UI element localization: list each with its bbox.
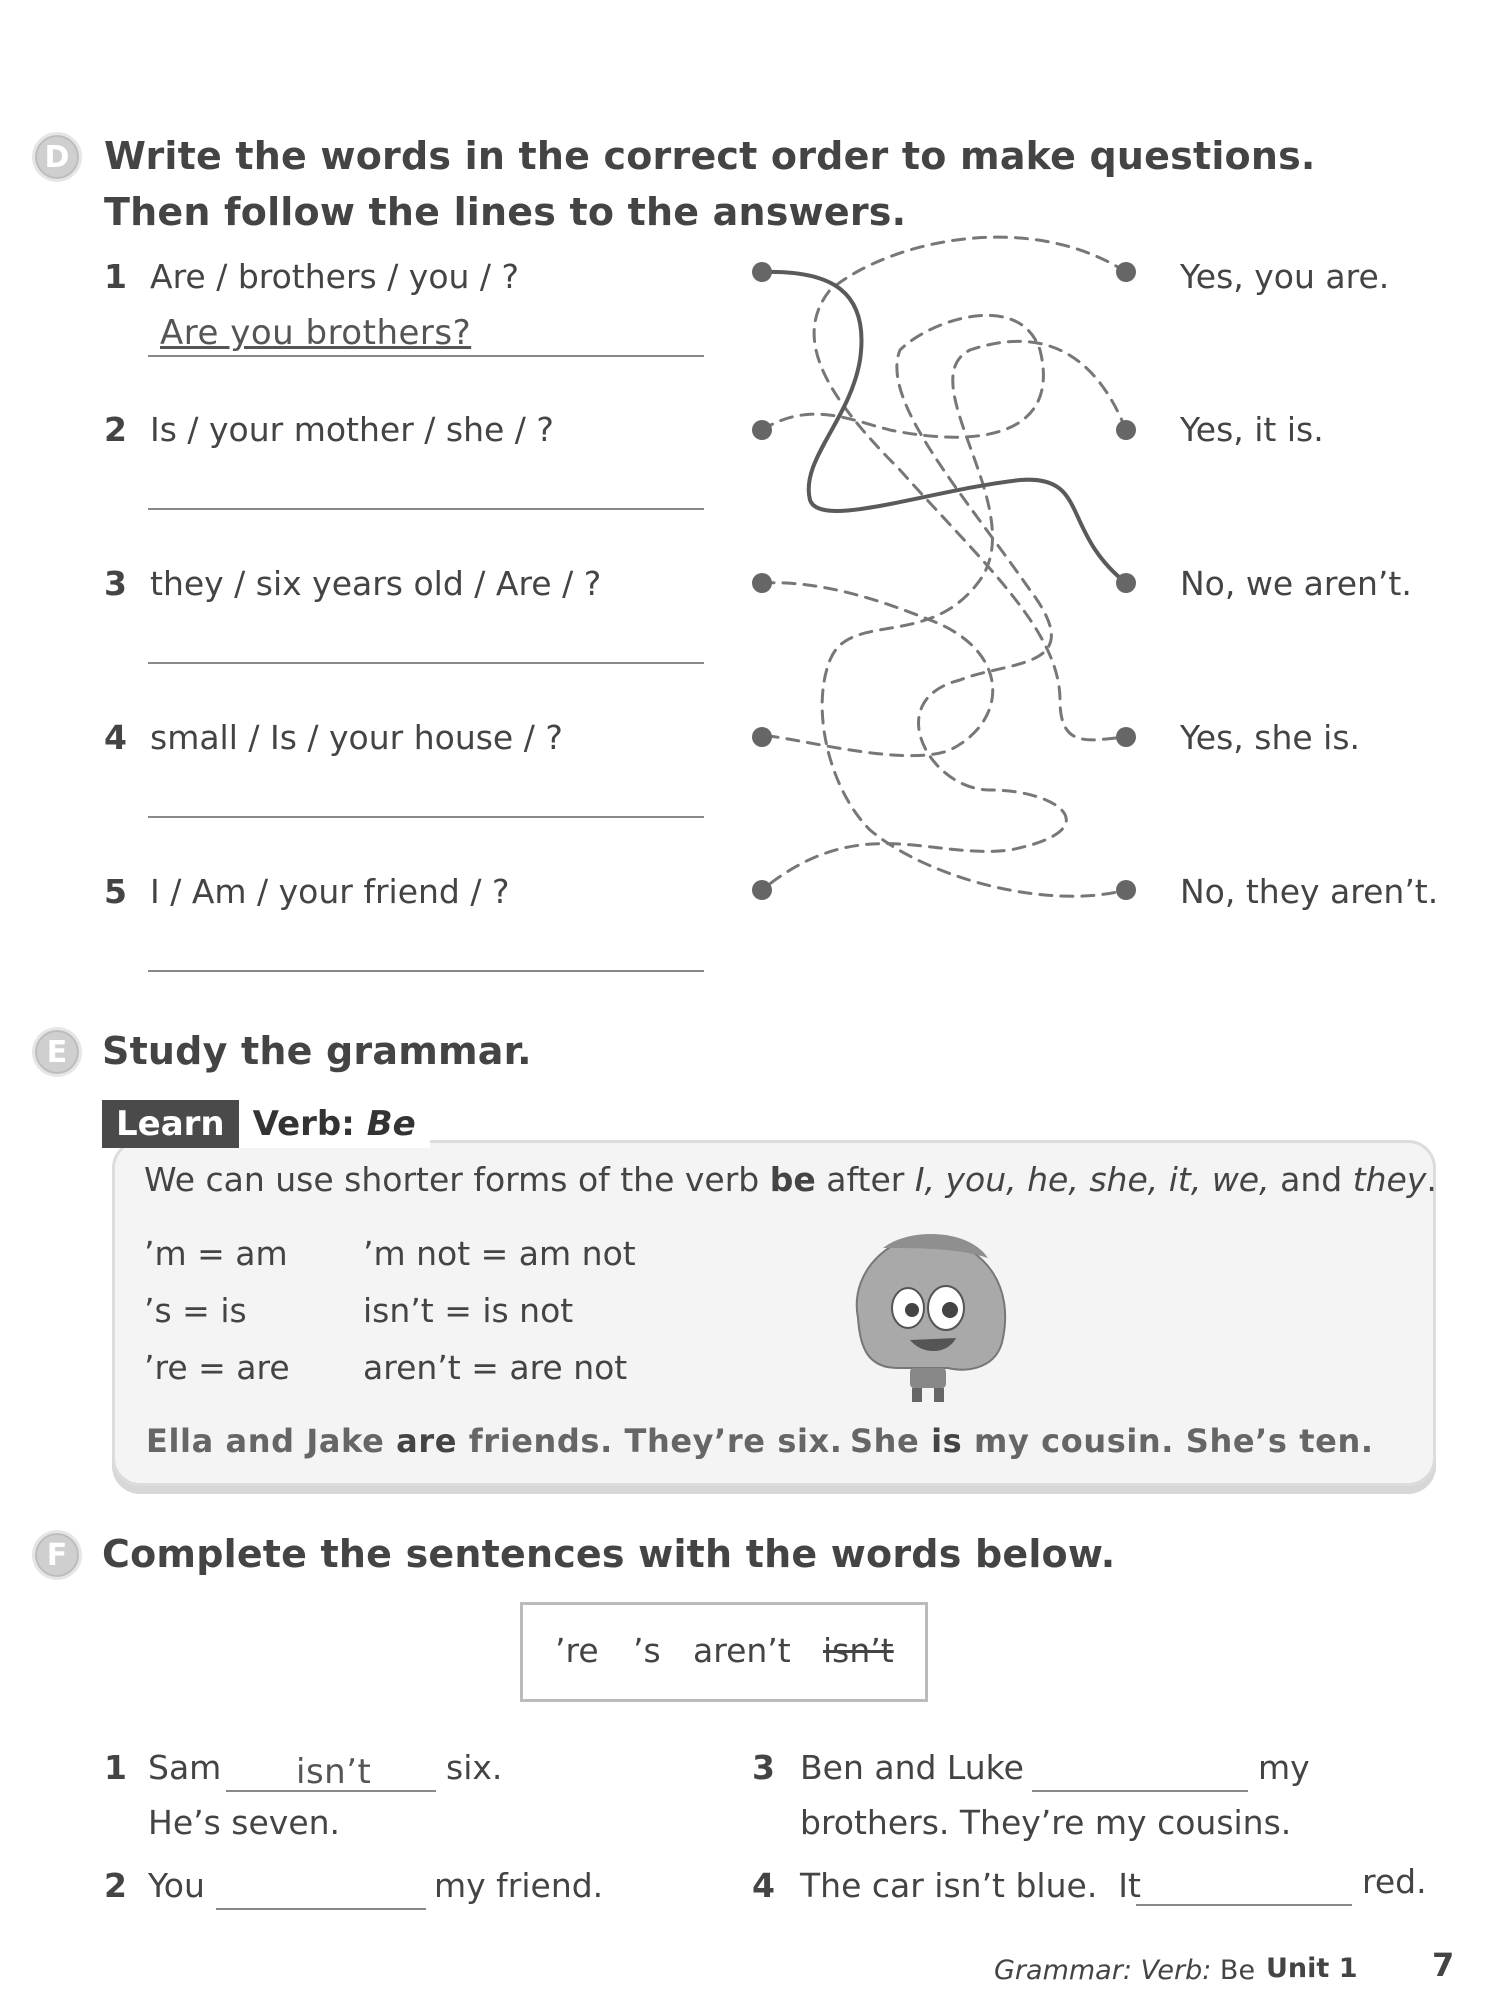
fill-blank[interactable]: [1136, 1860, 1352, 1906]
word-bank-item-crossed: isn’t: [823, 1631, 894, 1670]
grammar-example: She is my cousin. She’s ten.: [850, 1422, 1374, 1460]
word-bank-item: aren’t: [693, 1631, 791, 1670]
answer-option: Yes, you are.: [1180, 257, 1390, 296]
maze-dot-right: [1116, 880, 1136, 900]
answer-line[interactable]: [148, 612, 704, 664]
maze-dot-left: [752, 727, 772, 747]
maze-path-dashed: [762, 583, 993, 756]
maze-dot-left: [752, 573, 772, 593]
answer-option: No, they aren’t.: [1180, 872, 1439, 911]
question-number: 4: [104, 718, 127, 757]
answer-option: No, we aren’t.: [1180, 564, 1412, 603]
answer-line[interactable]: [148, 766, 704, 818]
answer-line[interactable]: [148, 920, 704, 972]
maze-dot-left: [752, 262, 772, 282]
question-words: they / six years old / Are / ?: [150, 564, 602, 603]
maze-dot-right: [1116, 727, 1136, 747]
answer-handwritten: Are you brothers?: [160, 313, 472, 353]
fill-blank-answer: isn’t: [296, 1752, 372, 1792]
answer-option: Yes, it is.: [1180, 410, 1324, 449]
grammar-intro: We can use shorter forms of the verb be after I, you, he, she, it, we, and they.: [144, 1160, 1437, 1199]
matching-maze: [730, 230, 1150, 930]
question-words: Is / your mother / she / ?: [150, 410, 554, 449]
question-words: small / Is / your house / ?: [150, 718, 563, 757]
question-number: 3: [104, 564, 127, 603]
answer-option: Yes, she is.: [1180, 718, 1361, 757]
sentence-text: You: [148, 1866, 205, 1905]
fill-blank[interactable]: [226, 1746, 436, 1792]
word-bank-item: ’s: [633, 1631, 661, 1670]
learn-title: Verb: Be: [252, 1104, 416, 1144]
sentence-number: 2: [104, 1866, 127, 1905]
grammar-example: Ella and Jake are friends. They’re six.: [146, 1422, 843, 1460]
sentence-text: Sam: [148, 1748, 222, 1787]
word-bank-item: ’re: [555, 1631, 599, 1670]
section-f-title: Complete the sentences with the words below.: [102, 1532, 1116, 1576]
section-d-title-line2: Then follow the lines to the answers.: [104, 190, 907, 234]
section-d-title-line1: Write the words in the correct order to make questions.: [104, 134, 1316, 178]
fill-blank[interactable]: [216, 1864, 426, 1910]
maze-dot-right: [1116, 262, 1136, 282]
section-f-badge: F: [32, 1530, 82, 1580]
sentence-text: brothers. They’re my cousins.: [800, 1803, 1292, 1842]
negative-form: ’m not = am not: [363, 1234, 636, 1273]
maze-dot-right: [1116, 573, 1136, 593]
question-number: 5: [104, 872, 127, 911]
word-bank: [520, 1602, 928, 1702]
maze-dot-right: [1116, 420, 1136, 440]
learn-header: [102, 1100, 430, 1148]
short-form: ’m = am: [144, 1234, 288, 1273]
sentence-text: six.: [446, 1748, 503, 1787]
fill-blank[interactable]: [1032, 1746, 1248, 1792]
sentence-text: Ben and Luke: [800, 1748, 1024, 1787]
sentence-text: The car isn’t blue. It: [800, 1866, 1141, 1905]
sentence-number: 3: [752, 1748, 775, 1787]
learn-tab: Learn: [102, 1100, 239, 1148]
section-d-badge: D: [32, 132, 82, 182]
answer-line[interactable]: [148, 305, 704, 357]
footer-label: Grammar: Verb: Be: [994, 1955, 1256, 1986]
negative-form: aren’t = are not: [363, 1348, 628, 1387]
maze-dot-left: [752, 880, 772, 900]
cartoon-character: [838, 1228, 1018, 1408]
sentence-text: He’s seven.: [148, 1803, 341, 1842]
section-e-badge: E: [32, 1027, 82, 1077]
footer-unit: Unit 1: [1266, 1953, 1358, 1984]
sentence-number: 4: [752, 1866, 775, 1905]
question-number: 1: [104, 257, 127, 296]
sentence-number: 1: [104, 1748, 127, 1787]
short-form: ’s = is: [144, 1291, 247, 1330]
question-number: 2: [104, 410, 127, 449]
question-words: I / Am / your friend / ?: [150, 872, 510, 911]
page-number: 7: [1432, 1946, 1455, 1984]
maze-dot-left: [752, 420, 772, 440]
negative-form: isn’t = is not: [363, 1291, 574, 1330]
sentence-text: my friend.: [434, 1866, 604, 1905]
answer-line[interactable]: [148, 458, 704, 510]
short-form: ’re = are: [144, 1348, 290, 1387]
sentence-text: my: [1258, 1748, 1310, 1787]
section-e-title: Study the grammar.: [102, 1029, 532, 1073]
maze-path-dashed: [762, 315, 1066, 890]
question-words: Are / brothers / you / ?: [150, 257, 520, 296]
sentence-text: red.: [1362, 1862, 1427, 1901]
